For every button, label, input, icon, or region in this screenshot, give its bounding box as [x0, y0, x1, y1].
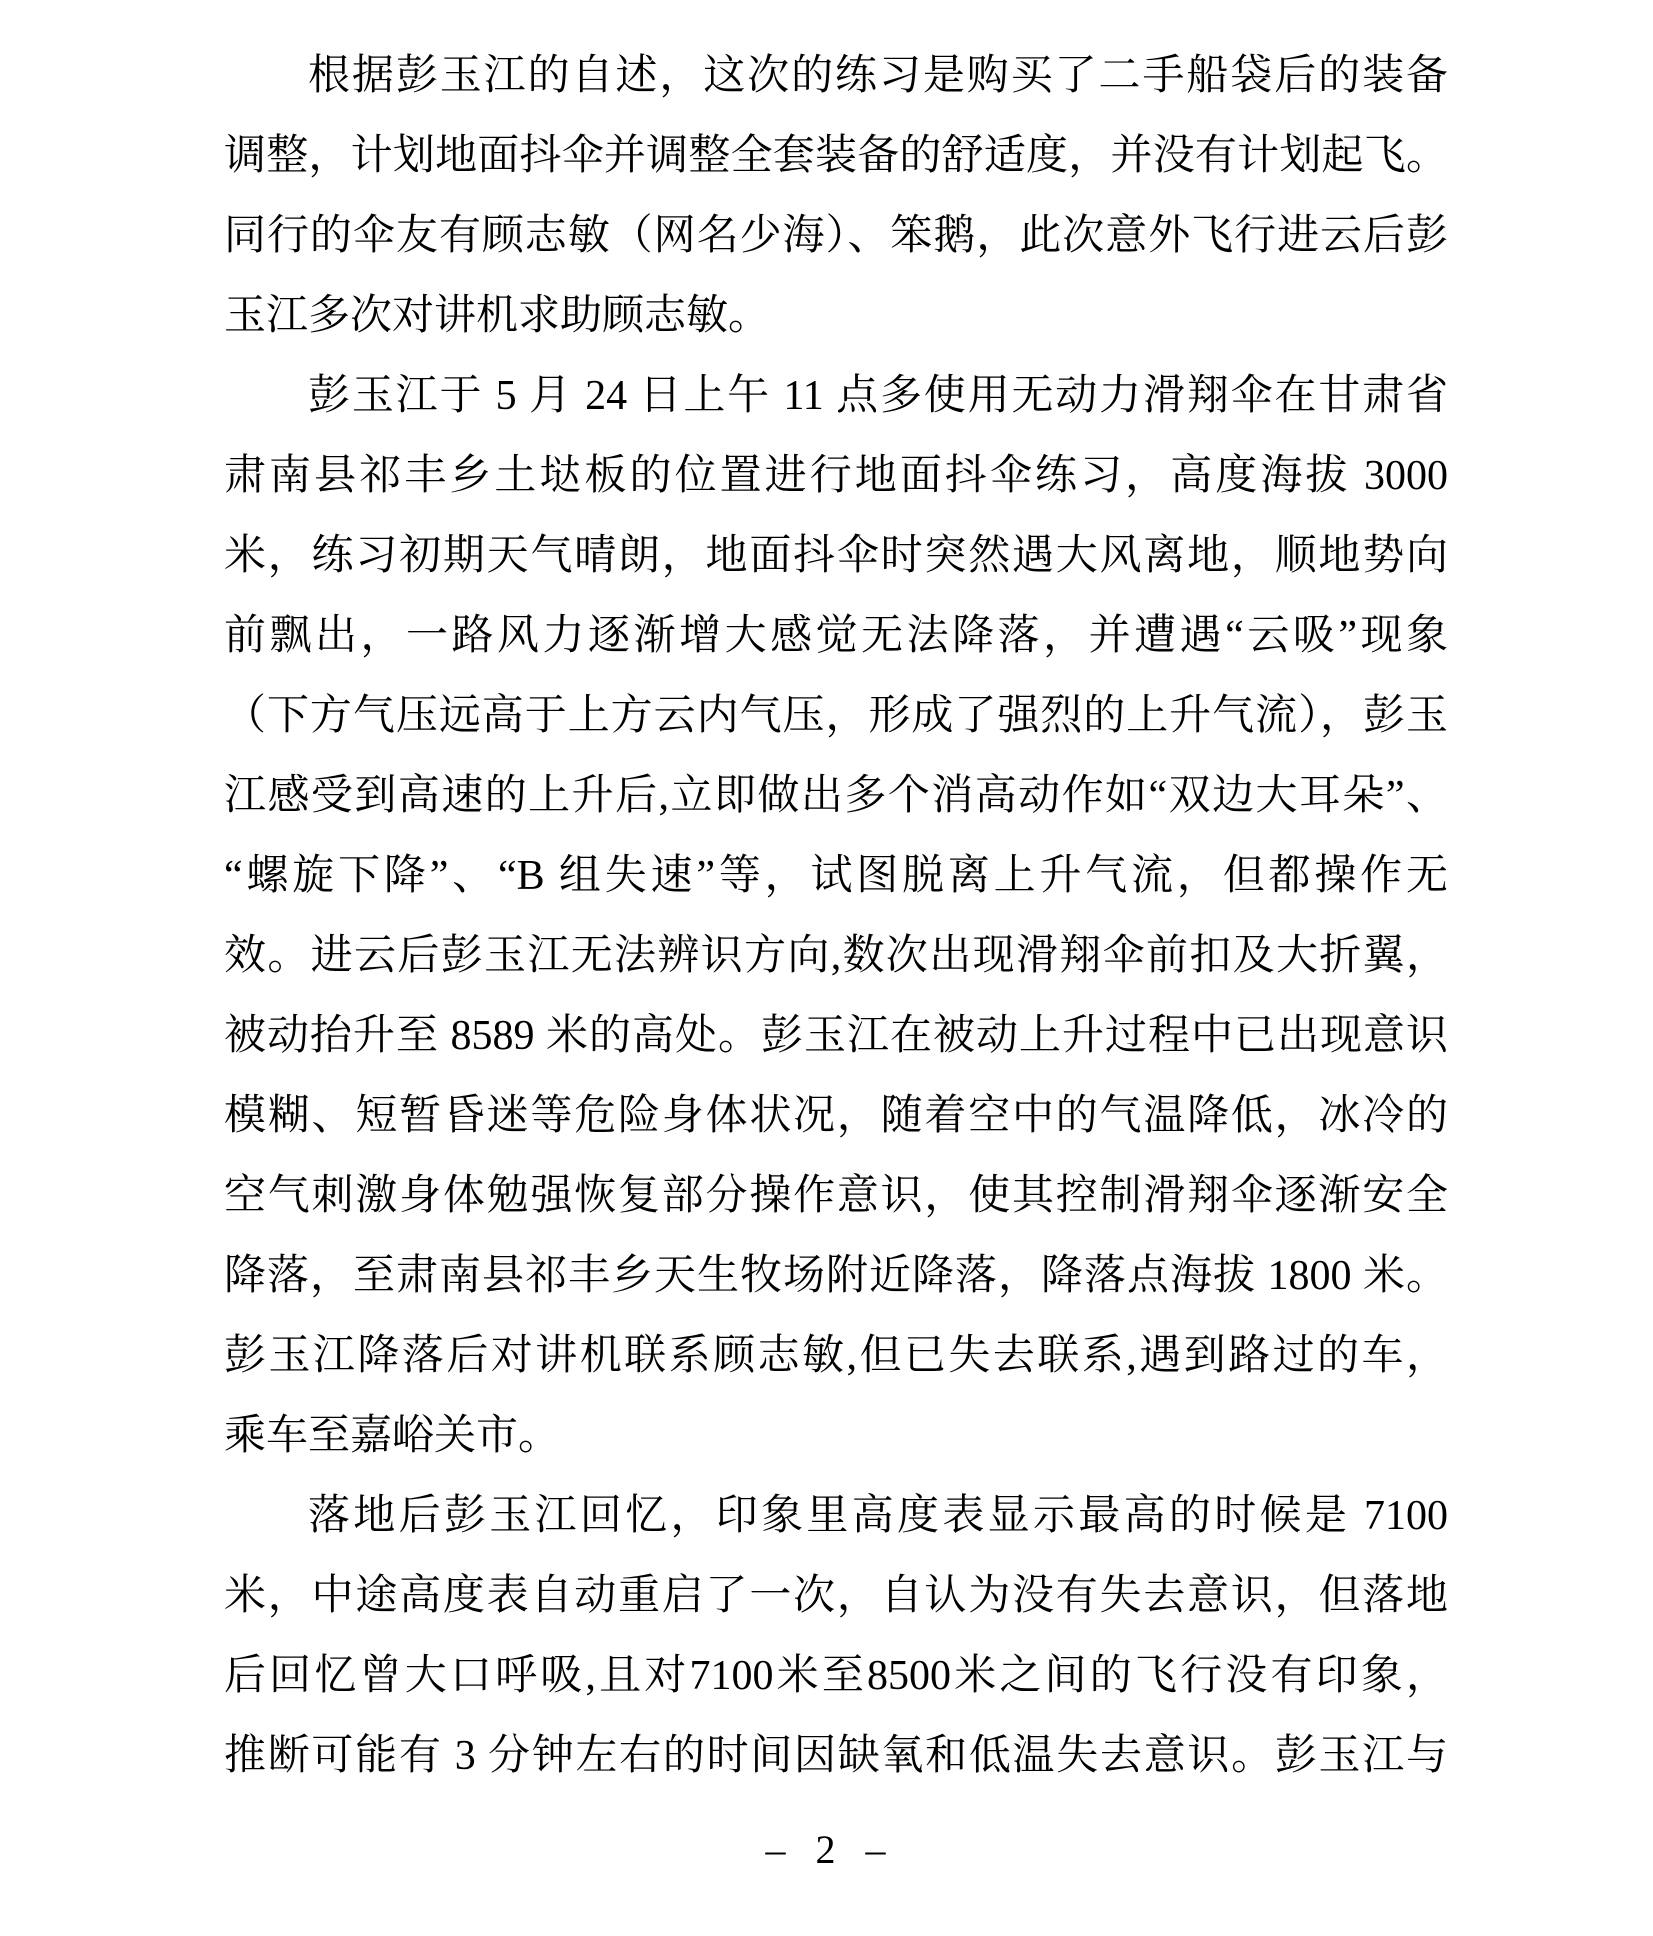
text-line: 空气刺激身体勉强恢复部分操作意识，使其控制滑翔伞逐渐安全 [224, 1173, 1448, 1219]
text-line: （下方气压远高于上方云内气压，形成了强烈的上升气流），彭玉 [224, 693, 1448, 739]
text-line: 降落，至肃南县祁丰乡天生牧场附近降落，降落点海拔 1800 米。 [224, 1253, 1448, 1299]
page-footer [0, 1820, 1653, 1880]
document-body [224, 36, 1448, 1796]
text-line: 落地后彭玉江回忆，印象里高度表显示最高的时候是 7100 [308, 1493, 1448, 1539]
text-line: 米，练习初期天气晴朗，地面抖伞时突然遇大风离地，顺地势向 [224, 533, 1448, 579]
paragraph [224, 36, 1448, 356]
text-line: 后回忆曾大口呼吸,且对7100米至8500米之间的飞行没有印象， [224, 1653, 1448, 1699]
text-line: 肃南县祁丰乡土垯板的位置进行地面抖伞练习，高度海拔 3000 [224, 453, 1448, 499]
text-line: 效。进云后彭玉江无法辨识方向,数次出现滑翔伞前扣及大折翼， [224, 933, 1448, 979]
text-line: 玉江多次对讲机求助顾志敏。 [224, 293, 771, 339]
text-line: 乘车至嘉峪关市。 [224, 1413, 561, 1459]
text-line: 彭玉江于 5 月 24 日上午 11 点多使用无动力滑翔伞在甘肃省 [308, 373, 1448, 419]
text-line: 根据彭玉江的自述，这次的练习是购买了二手船袋后的装备 [308, 53, 1448, 99]
text-line: 模糊、短暂昏迷等危险身体状况，随着空中的气温降低，冰冷的 [224, 1093, 1448, 1139]
paragraph [224, 1476, 1448, 1796]
text-line: 江感受到高速的上升后,立即做出多个消高动作如“双边大耳朵”、 [224, 773, 1448, 819]
page-number: – 2 – [765, 1827, 888, 1872]
text-line: 推断可能有 3 分钟左右的时间因缺氧和低温失去意识。彭玉江与 [224, 1733, 1448, 1779]
text-line: 被动抬升至 8589 米的高处。彭玉江在被动上升过程中已出现意识 [224, 1013, 1448, 1059]
text-line: 调整，计划地面抖伞并调整全套装备的舒适度，并没有计划起飞。 [224, 133, 1448, 179]
text-line: 彭玉江降落后对讲机联系顾志敏,但已失去联系,遇到路过的车， [224, 1333, 1448, 1379]
text-line: “螺旋下降”、“B 组失速”等，试图脱离上升气流，但都操作无 [224, 853, 1448, 899]
text-line: 米，中途高度表自动重启了一次，自认为没有失去意识，但落地 [224, 1573, 1448, 1619]
text-line: 前飘出，一路风力逐渐增大感觉无法降落，并遭遇“云吸”现象 [224, 613, 1448, 659]
text-line: 同行的伞友有顾志敏（网名少海）、笨鹅，此次意外飞行进云后彭 [224, 213, 1448, 259]
paragraph [224, 356, 1448, 1476]
